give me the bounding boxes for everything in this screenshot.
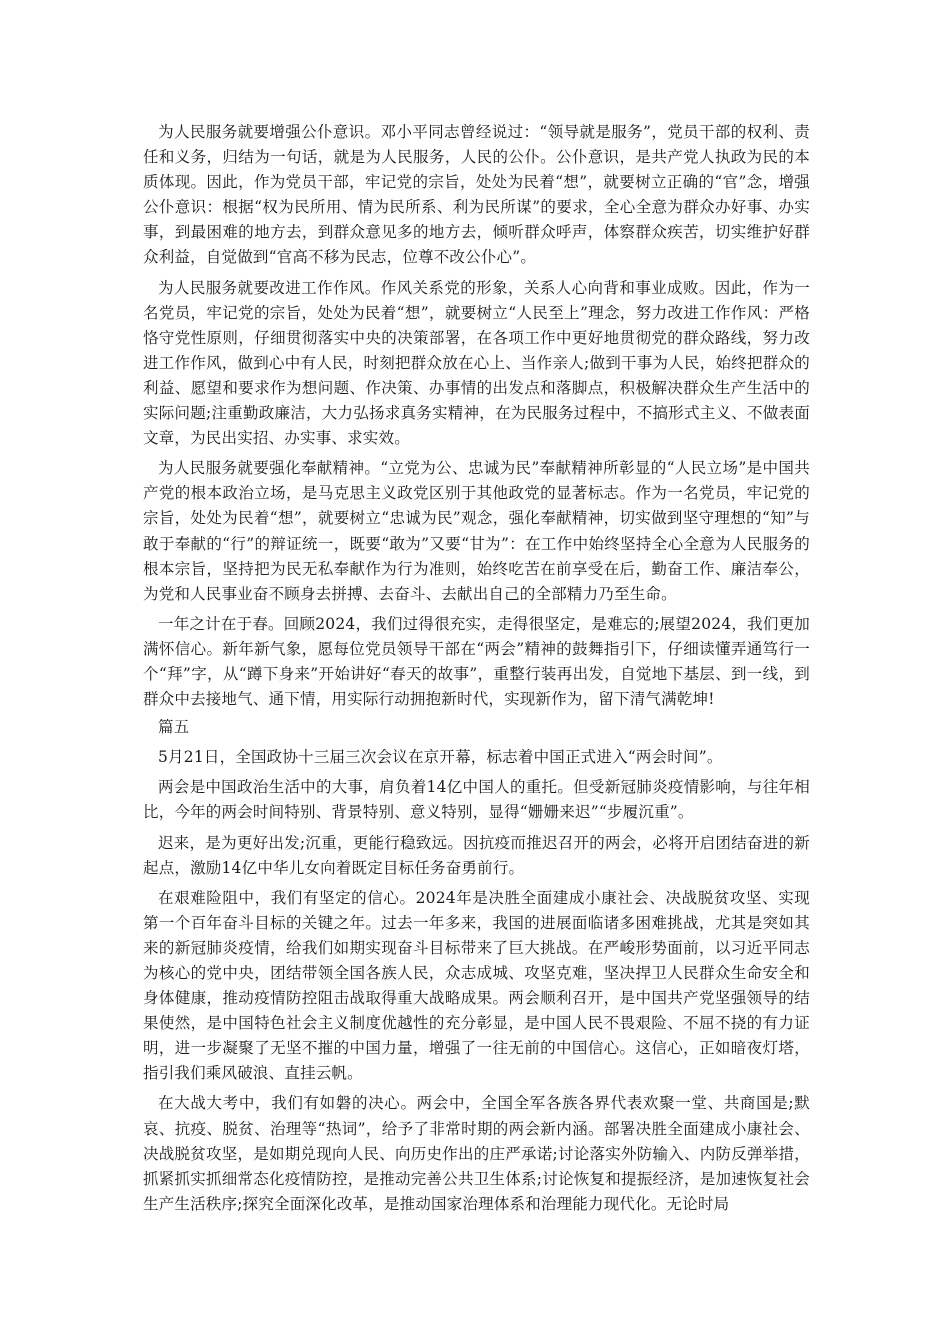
paragraph-confidence: 在艰难险阻中，我们有坚定的信心。2024年是决胜全面建成小康社会、决战脱贫攻坚、实现第一个百年奋斗目标的关键之年。过去一年多来，我国的进展面临诸多困难挑战，尤其是突如其来的新冠肺炎疫情，给我们如期实现奋斗目标带来了巨大挑战。在严峻形势面前，以习近平同志为核心的党中央，团结带领全国各族人民，众志成城、攻坚克难，坚决捍卫人民群众生命安全和身体健康，推动疫情防控阻击战取得重大战略成果。两会顺利召开，是中国共产党坚强领导的结果使然，是中国特色社会主义制度优越性的充分彰显，是中国人民不畏艰险、不屈不挠的有力证明，进一步凝聚了无坚不摧的中国力量，增强了一往无前的中国信心。这信心，正如暗夜灯塔，指引我们乘风破浪、直挂云帆。: [143, 888, 810, 1083]
paragraph-late-start: 迟来，是为更好出发;沉重，更能行稳致远。因抗疫而推迟召开的两会，必将开启团结奋进的新起点，激励14亿中华儿女向着既定目标任务奋勇前行。: [143, 833, 810, 877]
paragraph-dedication: 为人民服务就要强化奉献精神。“立党为公、忠诚为民”奉献精神所彰显的“人民立场”是中国共产党的根本政治立场，是马克思主义政党区别于其他政党的显著标志。作为一名党员，牢记党的宗旨，处处为民着“想”，就要树立“忠诚为民”观念，强化奉献精神，切实做到坚守理想的“知”与敢于奉献的“行”的辩证统一，既要“敢为”又要“甘为”：在工作中始终坚持全心全意为人民服务的根本宗旨，坚持把为民无私奉献作为行为准则，始终吃苦在前享受在后，勤奋工作、廉洁奉公，为党和人民事业奋不顾身去拼搏、去奋斗、去献出自己的全部精力乃至生命。: [143, 459, 810, 603]
paragraph-determination: 在大战大考中，我们有如磐的决心。两会中，全国全军各族各界代表欢聚一堂、共商国是;默哀、抗疫、脱贫、治理等“热词”，给予了非常时期的两会新内涵。部署决胜全面建成小康社会、决战脱贫攻坚，是如期兑现向人民、向历史作出的庄严承诺;讨论落实外防输入、内防反弹举措，抓紧抓实抓细常态化疫情防控，是推动完善公共卫生体系;讨论恢复和提振经济，是加速恢复社会生产生活秩序;探究全面深化改革，是推动国家治理体系和治理能力现代化。无论时局: [143, 1094, 810, 1213]
document-body: [143, 120, 810, 1217]
paragraph-two-sessions: 两会是中国政治生活中的大事，肩负着14亿中国人的重托。但受新冠肺炎疫情影响，与往年相比，今年的两会时间特别、背景特别、意义特别，显得“姗姗来迟”“步履沉重”。: [143, 778, 810, 822]
section-heading: 篇五: [158, 718, 190, 737]
paragraph-opening: 5月21日，全国政协十三届三次会议在京开幕，标志着中国正式进入“两会时间”。: [158, 748, 723, 767]
paragraph-work-style: 为人民服务就要改进工作作风。作风关系党的形象，关系人心向背和事业成败。因此，作为一名党员，牢记党的宗旨，处处为民着“想”，就要树立“人民至上”理念，努力改进工作作风：严格恪守党性原则，仔细贯彻落实中央的决策部署，在各项工作中更好地贯彻党的群众路线，努力改进工作作风，做到心中有人民，时刻把群众放在心上、当作亲人;做到干事为人民，始终把群众的利益、愿望和要求作为想问题、作决策、办事情的出发点和落脚点，积极解决群众生产生活中的实际问题;注重勤政廉洁，大力弘扬求真务实精神，在为民服务过程中，不搞形式主义、不做表面文章，为民出实招、办实事、求实效。: [143, 278, 810, 448]
paragraph-spring: 一年之计在于春。回顾2024，我们过得很充实，走得很坚定，是难忘的;展望2024，我们更加满怀信心。新年新气象，愿每位党员领导干部在“两会”精神的鼓舞指引下，仔细读懂弄通笃行一个“拜”字，从“蹲下身来”开始讲好“春天的故事”，重整行装再出发，自觉地下基层、到一线，到群众中去接地气、通下情，用实际行动拥抱新时代，实现新作为，留下清气满乾坤!: [143, 614, 810, 709]
paragraph-public-servant: 为人民服务就要增强公仆意识。邓小平同志曾经说过：“领导就是服务”，党员干部的权利、责任和义务，归结为一句话，就是为人民服务，人民的公仆。公仆意识，是共产党人执政为民的本质体现。因此，作为党员干部，牢记党的宗旨，处处为民着“想”，就要树立正确的“官”念，增强公仆意识：根据“权为民所用、情为民所系、利为民所谋”的要求，全心全意为群众办好事、办实事，到最困难的地方去，到群众意见多的地方去，倾听群众呼声，体察群众疾苦，切实维护好群众利益，自觉做到“官高不移为民志，位尊不改公仆心”。: [143, 123, 810, 267]
